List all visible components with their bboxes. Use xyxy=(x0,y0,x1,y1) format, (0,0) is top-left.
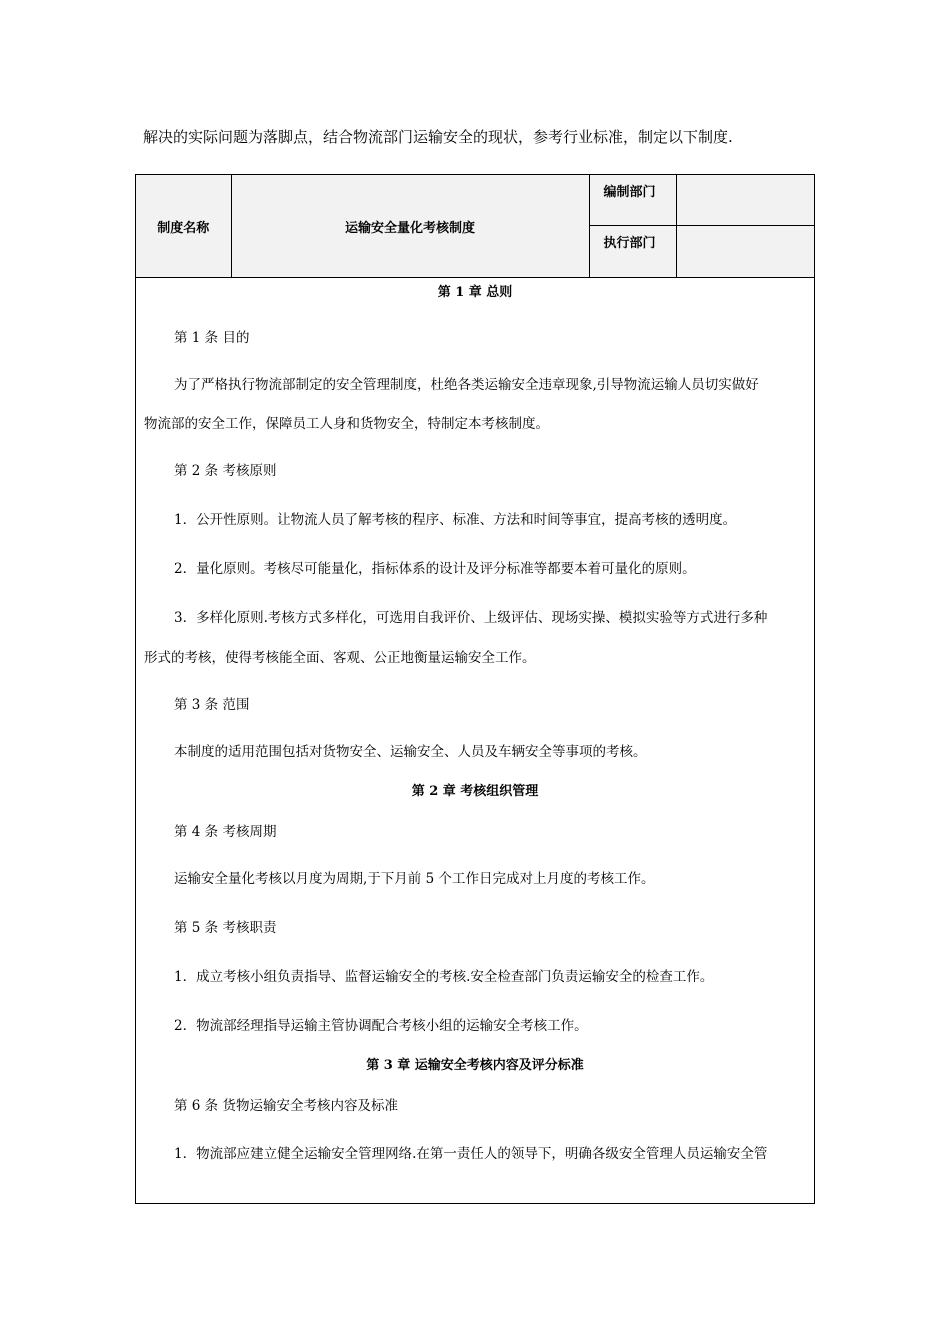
intro-paragraph: 解决的实际问题为落脚点，结合物流部门运输安全的现状，参考行业标准，制定以下制度. xyxy=(143,128,733,146)
article-4-text: 运输安全量化考核以月度为周期,于下月前 5 个工作日完成对上月度的考核工作。 xyxy=(174,871,655,887)
article-3-text: 本制度的适用范围包括对货物安全、运输安全、人员及车辆安全等事项的考核。 xyxy=(174,744,647,760)
chapter-1-title: 第 1 章 总则 xyxy=(437,285,513,300)
article-2-item-3-line2: 形式的考核，使得考核能全面、客观、公正地衡量运输安全工作。 xyxy=(144,650,536,666)
article-3-title: 第 3 条 范围 xyxy=(174,697,250,713)
regulation-header-table xyxy=(136,175,814,278)
compile-dept-label: 编制部门 xyxy=(589,175,676,226)
article-1-text-line1: 为了严格执行物流部制定的安全管理制度，杜绝各类运输安全违章现象,引导物流运输人员切实做好 xyxy=(174,377,759,393)
compile-dept-value xyxy=(676,175,814,226)
chapter-3-title: 第 3 章 运输安全考核内容及评分标准 xyxy=(366,1058,584,1073)
article-5-item-2: 2．物流部经理指导运输主管协调配合考核小组的运输安全考核工作。 xyxy=(174,1018,588,1034)
article-4-title: 第 4 条 考核周期 xyxy=(174,824,277,840)
regulation-body xyxy=(136,279,814,1162)
article-5-title: 第 5 条 考核职责 xyxy=(174,920,277,936)
article-5-item-1: 1．成立考核小组负责指导、监督运输安全的考核.安全检查部门负责运输安全的检查工作。 xyxy=(174,969,714,985)
chapter-2-title: 第 2 章 考核组织管理 xyxy=(411,784,539,799)
regulation-name-label: 制度名称 xyxy=(136,175,231,278)
execute-dept-label: 执行部门 xyxy=(589,226,676,278)
article-2-item-3-line1: 3．多样化原则.考核方式多样化，可选用自我评价、上级评估、现场实操、模拟实验等方式进行多种 xyxy=(174,610,768,626)
article-2-title: 第 2 条 考核原则 xyxy=(174,463,277,479)
article-1-text-line2: 物流部的安全工作，保障员工人身和货物安全，特制定本考核制度。 xyxy=(144,416,549,432)
execute-dept-value xyxy=(676,226,814,278)
article-6-title: 第 6 条 货物运输安全考核内容及标准 xyxy=(174,1098,398,1114)
article-1-title: 第 1 条 目的 xyxy=(174,330,250,346)
article-2-item-1: 1．公开性原则。让物流人员了解考核的程序、标准、方法和时间等事宜，提高考核的透明度。 xyxy=(174,512,737,528)
regulation-document xyxy=(135,174,815,1204)
article-2-item-2: 2．量化原则。考核尽可能量化，指标体系的设计及评分标准等都要本着可量化的原则。 xyxy=(174,561,696,577)
regulation-name-value: 运输安全量化考核制度 xyxy=(231,175,589,278)
article-6-item-1: 1．物流部应建立健全运输安全管理网络.在第一责任人的领导下，明确各级安全管理人员运输安全管 xyxy=(174,1146,768,1162)
